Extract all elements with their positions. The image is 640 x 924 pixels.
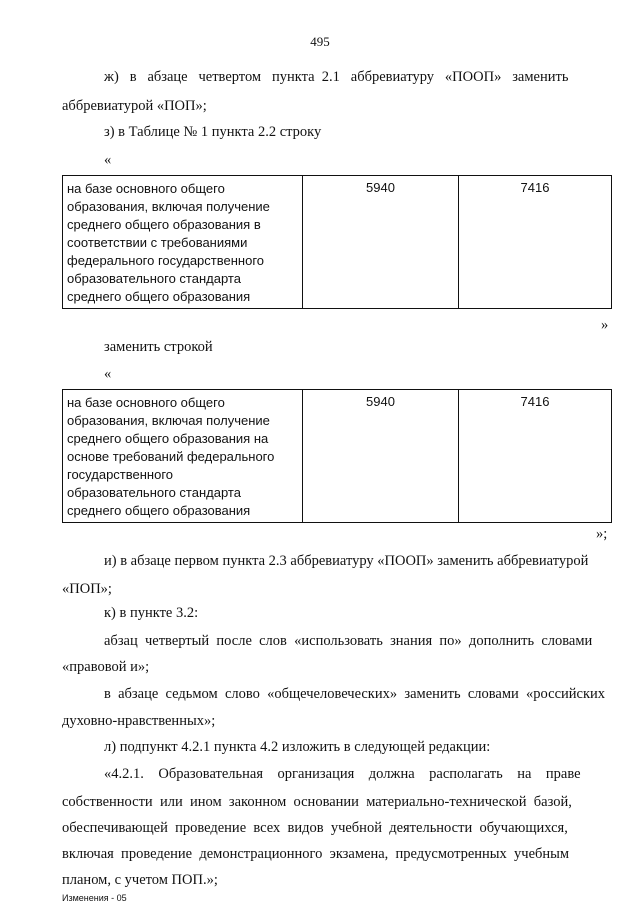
- para-421-line1: «4.2.1. Образовательная организация должна располагать на праве: [104, 766, 581, 782]
- table2-line: образовательного стандарта: [67, 485, 241, 500]
- para-zh-line2: аббревиатурой «ПОП»;: [62, 98, 207, 114]
- table1-value1: 5940: [303, 176, 459, 309]
- para-421-line3: обеспечивающей проведение всех видов учебной деятельности обучающихся,: [62, 820, 568, 836]
- para-l: л) подпункт 4.2.1 пункта 4.2 изложить в следующей редакции:: [104, 739, 491, 755]
- para-k1-line2: «правовой и»;: [62, 659, 150, 675]
- table1-line: среднего общего образования: [67, 289, 251, 304]
- table2-line: среднего общего образования на: [67, 431, 269, 446]
- table2-line: основе требований федерального: [67, 449, 275, 464]
- para-z: з) в Таблице № 1 пункта 2.2 строку: [104, 124, 322, 140]
- table1-line: образования, включая получение: [67, 199, 270, 214]
- table2-line: государственного: [67, 467, 174, 482]
- table-new-row: [62, 389, 612, 523]
- quote-open-1: «: [104, 152, 112, 168]
- table1-line: среднего общего образования в: [67, 217, 261, 232]
- page-number: 495: [310, 34, 330, 49]
- para-421-line2: собственности или ином законном основании материально-технической базой,: [62, 794, 572, 810]
- table2-value1: 5940: [303, 390, 459, 523]
- para-i-line1: и) в абзаце первом пункта 2.3 аббревиатуру «ПООП» заменить аббревиатурой: [104, 553, 589, 569]
- table1-description: [63, 176, 303, 309]
- para-k2-line1: в абзаце седьмом слово «общечеловеческих» заменить словами «российских: [104, 686, 606, 702]
- table2-line: среднего общего образования: [67, 503, 251, 518]
- table1-value2: 7416: [459, 176, 612, 309]
- table2-value2: 7416: [459, 390, 612, 523]
- para-k: к) в пункте 3.2:: [104, 605, 199, 621]
- para-421-line4: включая проведение демонстрационного экзамена, предусмотренных учебным: [62, 846, 570, 862]
- quote-open-2: «: [104, 366, 112, 382]
- table1-line: соответствии с требованиями: [67, 235, 248, 250]
- para-k2-line2: духовно-нравственных»;: [62, 713, 216, 729]
- table2-line: на базе основного общего: [67, 395, 225, 410]
- table1-line: федерального государственного: [67, 253, 264, 268]
- para-k1-line1: абзац четвертый после слов «использовать знания по» дополнить словами: [104, 633, 593, 649]
- quote-close-1: »: [601, 317, 609, 333]
- para-i-line2: «ПОП»;: [62, 581, 112, 597]
- footer-note: Изменения - 05: [62, 893, 127, 903]
- table2-line: образования, включая получение: [67, 413, 270, 428]
- table1-line: на базе основного общего: [67, 181, 225, 196]
- para-zh-line1: ж) в абзаце четвертом пункта 2.1 аббревиатуру «ПООП» заменить: [104, 69, 569, 85]
- table-old-row: [62, 175, 612, 309]
- table-row: [63, 390, 612, 523]
- para-421-line5: планом, с учетом ПОП.»;: [62, 872, 218, 888]
- table2-description: [63, 390, 303, 523]
- table-row: [63, 176, 612, 309]
- table1-line: образовательного стандарта: [67, 271, 241, 286]
- quote-close-2: »;: [596, 526, 608, 542]
- para-replace: заменить строкой: [104, 339, 213, 355]
